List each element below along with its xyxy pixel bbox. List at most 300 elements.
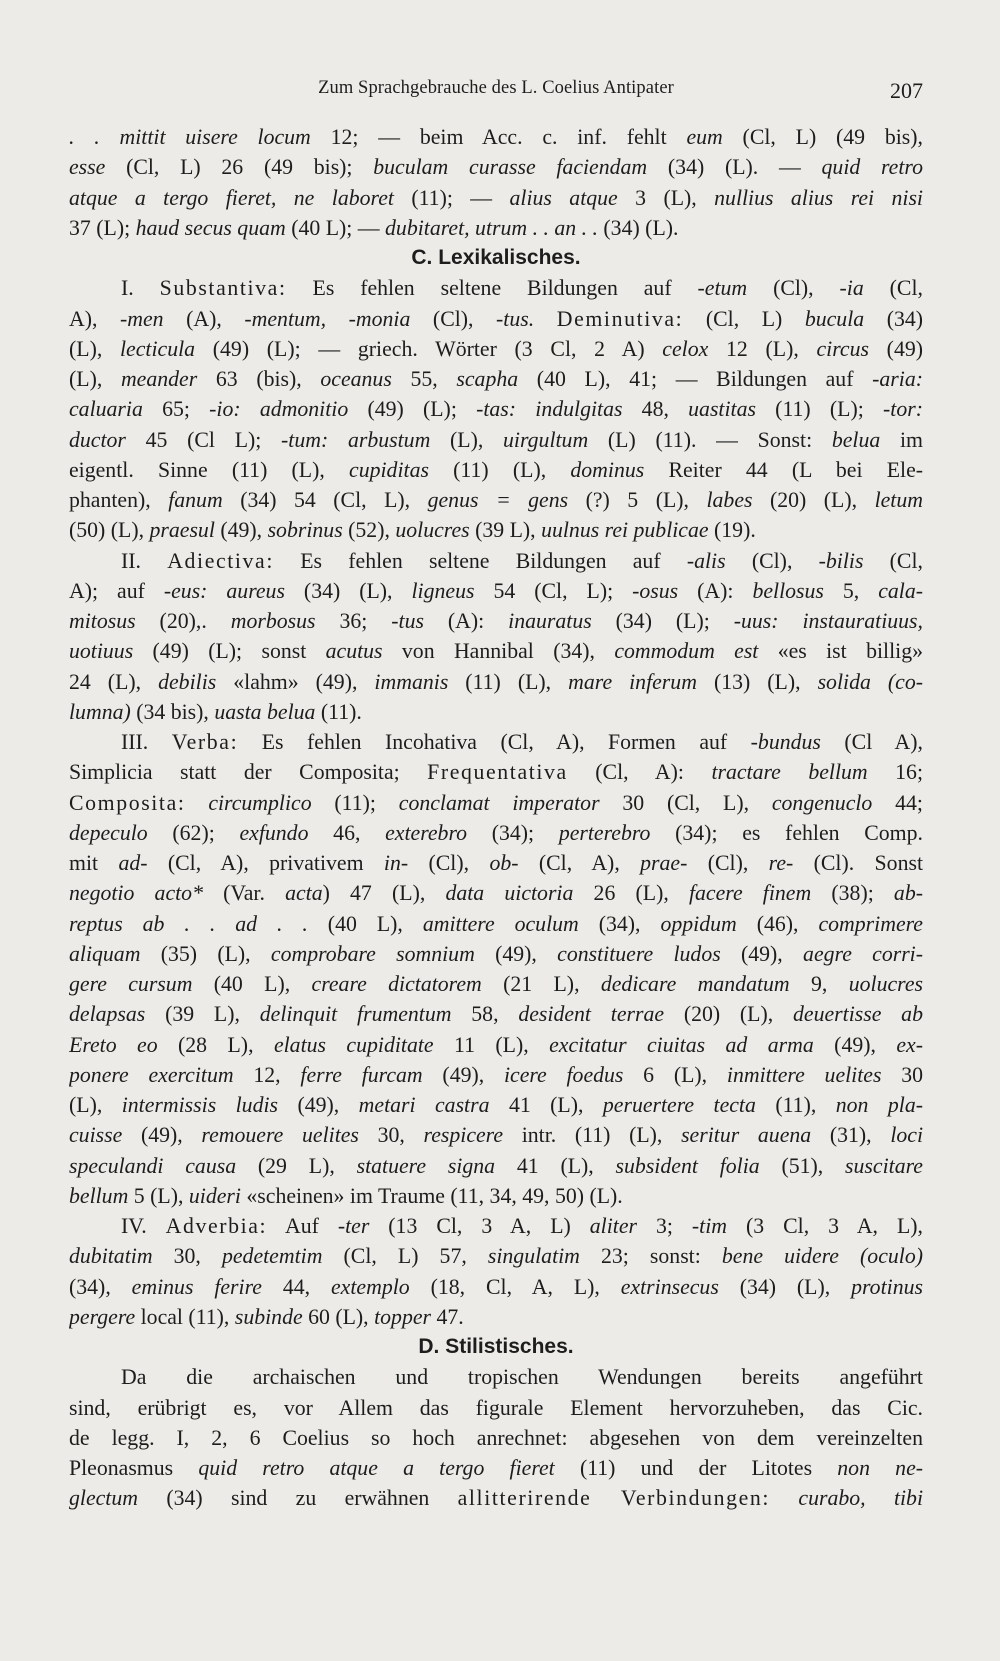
text-span: (11); [311, 790, 399, 815]
italic-text: scapha [456, 367, 519, 391]
italic-text: respicere [423, 1123, 504, 1148]
text-span: (A), [163, 306, 245, 331]
italic-text: lumna) [69, 699, 131, 724]
text-span: (Cl, [863, 548, 923, 573]
italic-text: -osus [632, 578, 679, 603]
text-span: 30 [881, 1062, 923, 1087]
italic-text: -men [120, 306, 164, 331]
italic-text: exterebro [385, 820, 468, 845]
text-span: 12; — beim Acc. c. inf. fehlt [310, 125, 687, 149]
text-span: (35) (L), [140, 941, 271, 966]
text-line [69, 667, 923, 697]
text-span: 5 (L), [128, 1183, 189, 1208]
text-line [69, 727, 923, 757]
italic-text: quid retro atque a tergo fieret [198, 1456, 555, 1480]
italic-text: topper [374, 1304, 432, 1329]
text-line [69, 273, 923, 303]
italic-text: delinquit frumentum [259, 1002, 452, 1027]
text-line [69, 334, 923, 364]
italic-text: congenuclo [771, 790, 873, 815]
text-span: (Var. [202, 881, 286, 906]
italic-text: acutus [325, 639, 383, 664]
text-span: (40 L); — [285, 215, 386, 240]
italic-text: singulatim [487, 1244, 580, 1269]
italic-text: circus [816, 336, 869, 361]
italic-text: gere cursum [69, 972, 193, 996]
italic-text: morbosus [230, 609, 316, 633]
text-span: (3 Cl, 3 A, L), [727, 1214, 923, 1238]
text-span: (A): [678, 578, 753, 603]
text-line [69, 1272, 923, 1302]
italic-text: fanum [168, 488, 223, 512]
text-span: intr. (11) (L), [503, 1123, 682, 1148]
text-line [69, 878, 923, 908]
italic-text: ferre furcam [300, 1062, 423, 1087]
text-span: (11); — [393, 185, 510, 210]
text-span: (Cl, A): [567, 760, 712, 785]
text-span: (11). [315, 699, 362, 724]
text-line [69, 788, 923, 818]
italic-text: -uus: instauratiuus, [733, 609, 923, 633]
italic-text: letum [874, 488, 923, 512]
italic-text: aliter [589, 1214, 637, 1238]
text-span: de legg. I, 2, 6 Coelius so hoch anrechnet: abgesehen von dem vereinzelten [69, 1425, 923, 1450]
text-span: 41 (L), [495, 1153, 616, 1178]
italic-text: -ia [839, 276, 864, 301]
italic-text: esse [69, 155, 106, 180]
text-span: 46, [308, 820, 386, 845]
italic-text: quid retro [821, 155, 923, 180]
italic-text: intermissis ludis [121, 1093, 279, 1117]
italic-text: ad- [118, 851, 148, 875]
text-span: (20) (L), [752, 488, 875, 512]
italic-text: comprimere [818, 911, 923, 936]
text-line [69, 122, 923, 152]
text-span: 9, [789, 972, 849, 996]
text-span: mit [69, 851, 119, 875]
text-span [534, 307, 557, 331]
text-line [69, 939, 923, 969]
text-line [69, 1181, 923, 1211]
italic-text: cala- [878, 578, 923, 603]
text-span: 48, [622, 397, 689, 422]
text-span: (11), [755, 1093, 836, 1117]
text-line [69, 1060, 923, 1090]
italic-text: uolucres [848, 972, 923, 996]
text-span: (34) (L), [718, 1274, 852, 1299]
spaced-text: Frequentativa [427, 760, 568, 785]
text-line [69, 1241, 923, 1271]
text-span: IV. [121, 1214, 166, 1238]
text-span: (Cl, L) (49 bis), [722, 125, 923, 149]
italic-text: comprobare somnium [270, 941, 475, 966]
italic-text: -bilis [818, 548, 864, 573]
italic-text: alius atque [509, 185, 618, 210]
text-span: (21 L), [481, 972, 601, 996]
text-span: 54 (Cl, L); [474, 578, 633, 603]
italic-text: elatus cupiditate [273, 1032, 434, 1057]
text-line [69, 485, 923, 515]
text-span: 60 (L), [302, 1304, 375, 1329]
italic-text: dubitatim [69, 1244, 153, 1269]
text-span: 55, [391, 367, 457, 391]
italic-text: mare inferum [568, 669, 697, 694]
italic-text: excitatur ciuitas ad arma [549, 1032, 814, 1057]
text-line [69, 969, 923, 999]
italic-text: aegre corri- [803, 941, 923, 966]
italic-text: negotio acto* [69, 881, 203, 906]
text-line [69, 1362, 923, 1392]
italic-text: data uictoria [445, 881, 574, 906]
text-span: (49), [214, 518, 268, 543]
text-span: 44; [872, 790, 923, 815]
italic-text: uirgultum [503, 427, 589, 452]
italic-text: tractare bellum [711, 760, 868, 785]
text-span: (34) (L), [284, 578, 412, 603]
italic-text: bene uidere (oculo) [721, 1244, 923, 1269]
text-span: local (11), [135, 1304, 235, 1329]
italic-text: buculam curasse faciendam [373, 155, 648, 180]
italic-text: amittere oculum [422, 911, 579, 936]
italic-text: conclamat imperator [398, 790, 600, 815]
italic-text: sobrinus [267, 518, 343, 543]
text-line [69, 576, 923, 606]
text-span: (49), [720, 941, 804, 966]
italic-text: acta [285, 881, 323, 906]
text-span: 12, [233, 1062, 301, 1087]
italic-text: dedicare mandatum [600, 972, 790, 996]
text-span: 23; sonst: [579, 1244, 722, 1269]
text-span: «lahm» (49), [216, 669, 375, 694]
italic-text: peruertere tecta [602, 1093, 756, 1117]
italic-text: -alis [686, 548, 726, 573]
italic-text: deuertisse ab [793, 1002, 923, 1027]
text-line [69, 697, 923, 727]
text-span: (49) (L); — griech. Wörter (3 Cl, 2 A) [195, 336, 663, 361]
text-span: im [880, 427, 923, 452]
text-line [69, 1090, 923, 1120]
text-span: (50) (L), [69, 518, 150, 543]
text-span: Reiter 44 (L bei Ele- [644, 457, 923, 482]
text-span: (L) (11). — Sonst: [588, 427, 832, 452]
text-span: (34); [467, 820, 559, 845]
italic-text: metari castra [358, 1093, 490, 1117]
text-line [69, 909, 923, 939]
italic-text: bucula [804, 306, 865, 331]
text-line [69, 1423, 923, 1453]
text-span: (31), [811, 1123, 891, 1148]
text-span [770, 1486, 798, 1510]
italic-text: uastitas [688, 397, 756, 422]
text-span: (?) 5 (L), [568, 488, 707, 512]
text-span: (Cl), [410, 306, 497, 331]
text-span: (11) (L), [448, 669, 569, 694]
text-span: Auf [267, 1214, 338, 1238]
text-line [69, 1393, 923, 1423]
italic-text: reptus ab . . ad . . [69, 911, 308, 936]
italic-text: ob- [489, 851, 519, 875]
text-span: 5, [823, 578, 879, 603]
text-span: phanten), [69, 488, 169, 512]
italic-text: uolucres [395, 518, 470, 543]
text-span: (49) [868, 336, 923, 361]
text-span: (13 Cl, 3 A, L) [369, 1214, 590, 1238]
text-span: I. [121, 276, 160, 301]
italic-text: bellum [69, 1183, 129, 1208]
text-span: 45 (Cl L); [125, 427, 282, 452]
italic-text: desident terrae [518, 1002, 665, 1027]
italic-text: -tus [391, 609, 424, 633]
text-line [69, 1302, 923, 1332]
text-span: (52), [342, 518, 396, 543]
italic-text: Ereto eo [69, 1032, 158, 1057]
italic-text: protinus [851, 1274, 923, 1299]
text-span: (Cl, A), privativem [147, 851, 384, 875]
text-span: (49) (L); sonst [133, 639, 326, 664]
italic-text: facere finem [688, 881, 812, 906]
text-line [69, 364, 923, 394]
spaced-text: Adverbia: [165, 1214, 268, 1238]
text-span: 44, [261, 1274, 331, 1299]
italic-text: -bundus [750, 730, 821, 754]
text-line [69, 425, 923, 455]
text-span: A), [69, 306, 120, 331]
body-text [69, 122, 923, 1514]
italic-text: -tas: indulgitas [476, 397, 623, 422]
text-span: 26 (L), [573, 881, 689, 906]
text-line [69, 1030, 923, 1060]
text-span: (L), [69, 367, 121, 391]
italic-text: depeculo [69, 820, 148, 845]
text-span: (49), [278, 1093, 359, 1117]
italic-text: nullius alius rei nisi [714, 185, 923, 210]
text-span: von Hannibal (34), [382, 639, 615, 664]
italic-text: inmittere uelites [726, 1062, 882, 1087]
text-line [69, 999, 923, 1029]
text-span: Es fehlen Incohativa (Cl, A), Formen auf [238, 730, 751, 754]
text-span: (20),. [135, 609, 231, 633]
text-line [69, 1211, 923, 1241]
italic-text: mitosus [69, 609, 136, 633]
text-span: 37 (L); [69, 215, 136, 240]
text-span [186, 791, 209, 815]
text-span: (18, Cl, A, L), [409, 1274, 621, 1299]
text-span: (39 L), [469, 518, 542, 543]
text-line [69, 213, 923, 243]
text-span: C. Lexikalisches. [411, 246, 581, 269]
italic-text: seritur auena [681, 1123, 812, 1148]
italic-text: circumplico [208, 790, 312, 815]
text-span: 3; [636, 1214, 692, 1238]
italic-text: ductor [69, 427, 126, 452]
italic-text: uasta belua [214, 699, 316, 724]
text-span: Es fehlen seltene Bildungen auf [286, 276, 698, 301]
text-span: II. [121, 548, 168, 573]
text-span: (34 bis), [130, 699, 215, 724]
italic-text: -io: admonitio [209, 397, 349, 422]
text-span: (40 L), 41; — Bildungen auf [518, 367, 873, 391]
italic-text: dubitaret, utrum . . an . . [385, 215, 598, 240]
italic-text: icere foedus [503, 1062, 624, 1087]
italic-text: labes [706, 488, 753, 512]
text-line [69, 606, 923, 636]
text-span: (29 L), [236, 1153, 357, 1178]
text-span: (11) (L), [428, 457, 571, 482]
italic-text: loci [890, 1123, 923, 1148]
text-line [69, 848, 923, 878]
text-span: (Cl, L) [683, 306, 805, 331]
text-span: (62); [147, 820, 240, 845]
italic-text: speculandi causa [69, 1153, 237, 1178]
italic-text: uulnus rei publicae [541, 518, 709, 543]
italic-text: -ter [337, 1214, 370, 1238]
text-span: (49) (L); [348, 397, 477, 422]
italic-text: creare dictatorem [311, 972, 482, 996]
text-span: 58, [451, 1002, 519, 1027]
text-span: (49), [422, 1062, 504, 1087]
italic-text: oppidum [660, 911, 737, 936]
text-span: 30 (Cl, L), [599, 790, 772, 815]
page-number: 207 [890, 78, 923, 103]
italic-text: statuere signa [356, 1153, 496, 1178]
text-line [69, 394, 923, 424]
text-span: (34), [69, 1274, 132, 1299]
text-span: 47. [431, 1304, 464, 1329]
text-span: (40 L), [307, 911, 423, 936]
italic-text: glectum [69, 1486, 138, 1511]
text-span: 63 (bis), [197, 367, 321, 391]
italic-text: ex- [896, 1032, 923, 1057]
italic-text: celox [662, 336, 709, 361]
italic-text: dominus [570, 457, 645, 482]
italic-text: oceanus [320, 367, 392, 391]
italic-text: cuisse [69, 1123, 123, 1148]
text-span: (Cl, [863, 276, 923, 301]
spaced-text: allitterirende Verbindungen: [457, 1486, 771, 1511]
text-span: 36; [315, 609, 392, 633]
text-span: (20) (L), [664, 1002, 794, 1027]
italic-text: aliquam [69, 941, 141, 966]
text-line [69, 183, 923, 213]
italic-text: delapsas [69, 1002, 146, 1027]
text-span: (38); [811, 881, 894, 906]
text-span: (11) und der Litotes [554, 1456, 838, 1480]
italic-text: haud secus quam [135, 215, 286, 240]
italic-text: non pla- [835, 1093, 923, 1117]
italic-text: ponere exercitum [69, 1062, 234, 1087]
text-span: (Cl), [687, 851, 769, 875]
italic-text: subsident folia [615, 1153, 760, 1178]
text-line [69, 304, 923, 334]
italic-text: in- [383, 851, 409, 875]
text-span: A); auf [69, 578, 164, 603]
text-span: Es fehlen seltene Bildungen auf [274, 548, 687, 573]
text-span: (A): [423, 609, 509, 633]
text-line [69, 515, 923, 545]
text-line [69, 152, 923, 182]
text-line [69, 757, 923, 787]
italic-text: commodum est [614, 639, 759, 664]
text-span: (L), [430, 427, 504, 452]
italic-text: -mentum, -monia [244, 306, 411, 331]
text-span: (34) (L). — [647, 155, 822, 180]
text-span: (Cl, A), [518, 851, 641, 875]
text-span: (28 L), [157, 1032, 274, 1057]
italic-text: -tor: [883, 397, 923, 422]
italic-text: extemplo [331, 1274, 410, 1299]
text-span: (34) (L); [591, 609, 734, 633]
italic-text: inauratus [508, 609, 592, 633]
italic-text: bellosus [752, 578, 824, 603]
italic-text: solida (co- [817, 669, 923, 694]
italic-text: exfundo [239, 820, 309, 845]
italic-text: subinde [234, 1304, 303, 1329]
italic-text: uotiuus [69, 639, 134, 664]
text-span: (49), [122, 1123, 202, 1148]
text-span: (Cl, L) 26 (49 bis); [105, 155, 374, 180]
text-line [69, 818, 923, 848]
text-span: ) 47 (L), [322, 881, 446, 906]
italic-text: suscitare [845, 1153, 923, 1178]
text-span: sind, erübrigt es, vor Allem das figurale Element hervorzuheben, das Cic. [69, 1395, 923, 1420]
italic-text: -aria: [872, 367, 923, 391]
italic-text: uideri [188, 1183, 241, 1208]
text-span: 24 (L), [69, 669, 159, 694]
spaced-text: Substantiva: [159, 276, 287, 301]
text-span: Simplicia statt der Composita; [69, 760, 428, 785]
text-span: 11 (L), [433, 1032, 550, 1057]
spaced-text: Deminutiva: [556, 306, 684, 331]
italic-text: curabo, tibi [798, 1486, 923, 1511]
text-span: (Cl A), [820, 730, 923, 754]
page-header [69, 76, 923, 106]
italic-text: -tus. [496, 306, 535, 331]
italic-text: atque a tergo fieret, ne laboret [69, 185, 394, 210]
text-span: (34) 54 (Cl, L), [222, 488, 428, 512]
italic-text: non ne- [837, 1456, 923, 1480]
text-span: (19). [708, 518, 756, 543]
text-line [69, 1453, 923, 1483]
text-line [69, 546, 923, 576]
text-span: 30, [358, 1123, 424, 1148]
italic-text: immanis [374, 669, 449, 694]
text-span: (51), [759, 1153, 846, 1178]
spaced-text: Composita: [69, 790, 186, 815]
running-title: Zum Sprachgebrauche des L. Coelius Antipater [318, 78, 674, 98]
text-span: (11) (L); [755, 397, 883, 422]
text-span: (34); es fehlen Comp. [650, 820, 923, 845]
text-span: (13) (L), [696, 669, 818, 694]
text-span: 65; [142, 397, 210, 422]
text-span: «scheinen» im Traume (11, 34, 49, 50) (L). [240, 1183, 623, 1208]
text-span: «es ist billig» [758, 639, 923, 664]
text-span: (Cl), [747, 276, 840, 301]
italic-text: prae- [640, 851, 688, 875]
text-line [69, 1151, 923, 1181]
text-span: 6 (L), [623, 1062, 727, 1087]
text-span: eigentl. Sinne (11) (L), [69, 457, 350, 482]
italic-text: . . mittit uisere locum [69, 125, 311, 149]
text-span: (39 L), [145, 1002, 260, 1027]
spaced-text: Verba: [171, 730, 239, 754]
italic-text: lecticula [120, 336, 196, 361]
italic-text: pedetemtim [221, 1244, 323, 1269]
italic-text: caluaria [69, 397, 143, 422]
section-heading [69, 243, 923, 273]
italic-text: meander [120, 367, 198, 391]
text-span: (L), [69, 1093, 122, 1117]
italic-text: re- [768, 851, 794, 875]
